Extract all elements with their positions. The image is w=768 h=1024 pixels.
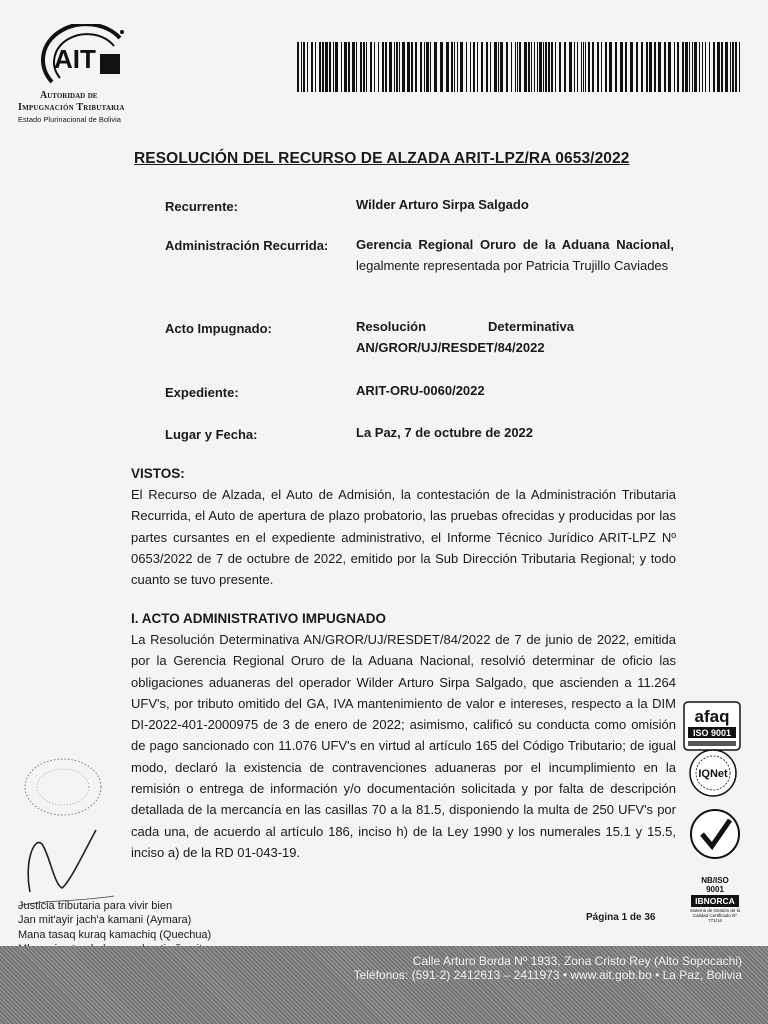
barcode-bar	[329, 42, 331, 92]
barcode-bar	[646, 42, 648, 92]
barcode-bar	[677, 42, 679, 92]
barcode-bar	[528, 42, 530, 92]
barcode-bar	[335, 42, 338, 92]
org-name-line2: Impugnación Tributaria	[18, 102, 125, 113]
section1-heading: I. ACTO ADMINISTRATIVO IMPUGNADO	[131, 611, 386, 626]
barcode-bar	[402, 42, 405, 92]
motto-line: Mana tasaq kuraq kamachiq (Quechua)	[18, 928, 212, 941]
barcode-bar	[630, 42, 633, 92]
barcode-bar	[434, 42, 437, 92]
barcode-bar	[344, 42, 347, 92]
barcode-bar	[454, 42, 455, 92]
ibnorca-sub: Sistema de Gestión de la Calidad Certificado Nº 771/14	[689, 908, 741, 923]
barcode-bar	[713, 42, 715, 92]
document-title: RESOLUCIÓN DEL RECURSO DE ALZADA ARIT-LPZ/RA 0653/2022	[134, 150, 630, 167]
barcode-bar	[620, 42, 623, 92]
barcode-bar	[356, 42, 357, 92]
barcode-bar	[411, 42, 413, 92]
barcode-bar	[531, 42, 532, 92]
barcode-bar	[735, 42, 737, 92]
barcode-bar	[325, 42, 328, 92]
barcode-bar	[440, 42, 443, 92]
barcode-bar	[583, 42, 584, 92]
barcode-bar	[548, 42, 550, 92]
barcode-bar	[382, 42, 384, 92]
acto-value-line1: Resolución Determinativa	[356, 319, 574, 334]
footer-address: Calle Arturo Borda Nº 1933, Zona Cristo Rey (Alto Sopocachi)	[412, 954, 742, 968]
barcode-bar	[574, 42, 575, 92]
logo-text: AIT	[54, 44, 96, 74]
barcode-bar	[322, 42, 324, 92]
lugar-value: La Paz, 7 de octubre de 2022	[356, 425, 534, 440]
afaq-label: afaq	[694, 707, 730, 726]
barcode-bar	[473, 42, 475, 92]
barcode-bar	[685, 42, 688, 92]
nb-label: NB/ISO	[701, 876, 729, 885]
motto-line: Jan mit'ayir jach'a kamani (Aymara)	[18, 914, 192, 927]
page-number: Página 1 de 36	[586, 912, 656, 923]
vistos-text: El Recurso de Alzada, el Auto de Admisión, la contestación de la Administración Tributaria Recurrida, el Auto de apertura de plazo probatorio, las pruebas ofrecidas y producidas por las partes cursantes en el expediente administrativo, el Informe Técnico Jurídico ARIT-LPZ Nº 0653/2022 de 7 de octubre de 2022, emitido por la Sub Dirección Tributaria Regional; y todo cuanto se tuvo presente.	[131, 487, 676, 588]
barcode-bar	[511, 42, 512, 92]
barcode-bar	[307, 42, 308, 92]
barcode-bar	[537, 42, 538, 92]
ibnorca-label: IBNORCA	[695, 896, 735, 906]
barcode-bar	[370, 42, 372, 92]
barcode-bar	[636, 42, 638, 92]
barcode-bar	[415, 42, 417, 92]
iqnet-label: IQNet	[698, 768, 728, 780]
barcode-bar	[581, 42, 582, 92]
barcode-bar	[424, 42, 425, 92]
iqnet-icon	[686, 747, 740, 799]
barcode-bar	[682, 42, 684, 92]
administracion-label: Administración Recurrida:	[165, 238, 329, 253]
barcode	[297, 42, 740, 92]
nb-number: 9001	[706, 885, 724, 894]
barcode-bar	[534, 42, 535, 92]
ibnorca-icon	[688, 800, 742, 926]
barcode-bar	[407, 42, 410, 92]
barcode-bar	[641, 42, 643, 92]
barcode-bar	[515, 42, 516, 92]
barcode-bar	[539, 42, 542, 92]
round-seal-stamp	[18, 752, 108, 822]
org-country: Estado Plurinacional de Bolivia	[18, 115, 121, 124]
barcode-bar	[466, 42, 467, 92]
barcode-bar	[674, 42, 675, 92]
barcode-bar	[457, 42, 458, 92]
barcode-bar	[519, 42, 521, 92]
barcode-bar	[378, 42, 379, 92]
expediente-label: Expediente:	[165, 385, 239, 400]
barcode-bar	[311, 42, 313, 92]
barcode-bar	[559, 42, 561, 92]
footer-address-band	[0, 946, 768, 1024]
recurrente-label: Recurrente:	[165, 199, 238, 214]
barcode-bar	[374, 42, 375, 92]
barcode-bar	[649, 42, 652, 92]
barcode-bar	[709, 42, 710, 92]
barcode-bar	[366, 42, 367, 92]
barcode-bar	[692, 42, 693, 92]
barcode-bar	[420, 42, 422, 92]
barcode-bar	[732, 42, 734, 92]
barcode-bar	[470, 42, 471, 92]
barcode-bar	[721, 42, 723, 92]
recurrente-value: Wilder Arturo Sirpa Salgado	[356, 197, 529, 212]
barcode-bar	[363, 42, 365, 92]
barcode-bar	[654, 42, 656, 92]
barcode-bar	[577, 42, 578, 92]
barcode-bar	[451, 42, 453, 92]
barcode-bar	[297, 42, 299, 92]
barcode-bar	[689, 42, 690, 92]
footer-contact: Teléfonos: (591-2) 2412613 – 2411973 • www.ait.gob.bo • La Paz, Bolivia	[353, 968, 742, 982]
barcode-bar	[524, 42, 527, 92]
iso-label: ISO 9001	[692, 728, 732, 738]
barcode-bar	[319, 42, 321, 92]
barcode-bar	[333, 42, 334, 92]
barcode-bar	[303, 42, 305, 92]
administracion-value-rest: legalmente representada por Patricia Trujillo Caviades	[356, 258, 669, 273]
org-name-line1: Autoridad de	[40, 90, 98, 101]
barcode-bar	[394, 42, 395, 92]
barcode-bar	[702, 42, 703, 92]
ibnorca-certification	[688, 800, 742, 931]
barcode-bar	[486, 42, 488, 92]
barcode-bar	[551, 42, 553, 92]
barcode-bar	[545, 42, 547, 92]
barcode-bar	[399, 42, 400, 92]
afaq-icon	[682, 700, 742, 752]
barcode-bar	[605, 42, 607, 92]
barcode-bar	[506, 42, 508, 92]
barcode-bar	[543, 42, 544, 92]
barcode-bar	[500, 42, 503, 92]
barcode-bar	[658, 42, 661, 92]
administracion-value	[356, 234, 674, 276]
barcode-bar	[569, 42, 572, 92]
barcode-bar	[588, 42, 590, 92]
barcode-bar	[555, 42, 556, 92]
barcode-bar	[481, 42, 483, 92]
barcode-bar	[730, 42, 731, 92]
lugar-label: Lugar y Fecha:	[165, 427, 258, 442]
barcode-bar	[446, 42, 449, 92]
barcode-bar	[705, 42, 706, 92]
barcode-bar	[625, 42, 627, 92]
barcode-bar	[601, 42, 602, 92]
barcode-bar	[717, 42, 720, 92]
barcode-bar	[360, 42, 362, 92]
barcode-bar	[668, 42, 671, 92]
barcode-bar	[315, 42, 316, 92]
barcode-bar	[301, 42, 302, 92]
barcode-bar	[615, 42, 617, 92]
barcode-bar	[699, 42, 700, 92]
vistos-heading: VISTOS:	[131, 466, 185, 481]
barcode-bar	[352, 42, 355, 92]
barcode-bar	[592, 42, 594, 92]
motto-line: Justicia tributaria para vivir bien	[18, 900, 173, 912]
barcode-bar	[585, 42, 586, 92]
barcode-bar	[517, 42, 518, 92]
barcode-bar	[385, 42, 387, 92]
barcode-bar	[396, 42, 398, 92]
barcode-bar	[490, 42, 491, 92]
barcode-bar	[498, 42, 499, 92]
barcode-bar	[609, 42, 612, 92]
ait-emblem-icon	[30, 24, 142, 94]
acto-value-line2: AN/GROR/UJ/RESDET/84/2022	[356, 340, 545, 355]
iqnet-certification	[686, 747, 740, 804]
barcode-bar	[341, 42, 342, 92]
barcode-bar	[430, 42, 431, 92]
barcode-bar	[664, 42, 666, 92]
barcode-bar	[477, 42, 478, 92]
barcode-bar	[739, 42, 740, 92]
barcode-bar	[389, 42, 392, 92]
barcode-bar	[564, 42, 566, 92]
barcode-bar	[494, 42, 497, 92]
barcode-bar	[694, 42, 697, 92]
barcode-bar	[426, 42, 429, 92]
barcode-bar	[597, 42, 599, 92]
barcode-bar	[460, 42, 463, 92]
barcode-bar	[348, 42, 350, 92]
administracion-value-bold: Gerencia Regional Oruro de la Aduana Nacional,	[356, 237, 674, 252]
acto-label: Acto Impugnado:	[165, 321, 272, 336]
barcode-bar	[725, 42, 728, 92]
expediente-value: ARIT-ORU-0060/2022	[356, 383, 485, 398]
section1-text: La Resolución Determinativa AN/GROR/UJ/RESDET/84/2022 de 7 de junio de 2022, emitida por la Gerencia Regional Oruro de la Aduana Nacional, resolvió determinar de oficio las obligaciones aduaneras del operador Wilder Arturo Sirpa Salgado, que ascienden a 11.264 UFV's, por tributo omitido del GA, IVA mantenimiento de valor e intereses, respecto a la DIM DI-2022-401-2000975 de 3 de enero de 2022; asimismo, calificó su conducta como omisión de pago sancionado con 11.076 UFV's en virtud al artículo 165 del Código Tributario; de igual modo, declaró la existencia de contravenciones aduaneras por el incumplimiento en la remisión o entrega de información y/o documentación solicitada y por falta de descripción detallada de la mercancía en las casillas 70 a la 81.5, disponiendo la multa de 250 UFV's por cada una, de acuerdo al artículo 186, inciso h) de la Ley 1990 y los numerales 15.1 y 15.5, inciso a) de la RD 01-043-19.	[131, 632, 676, 860]
